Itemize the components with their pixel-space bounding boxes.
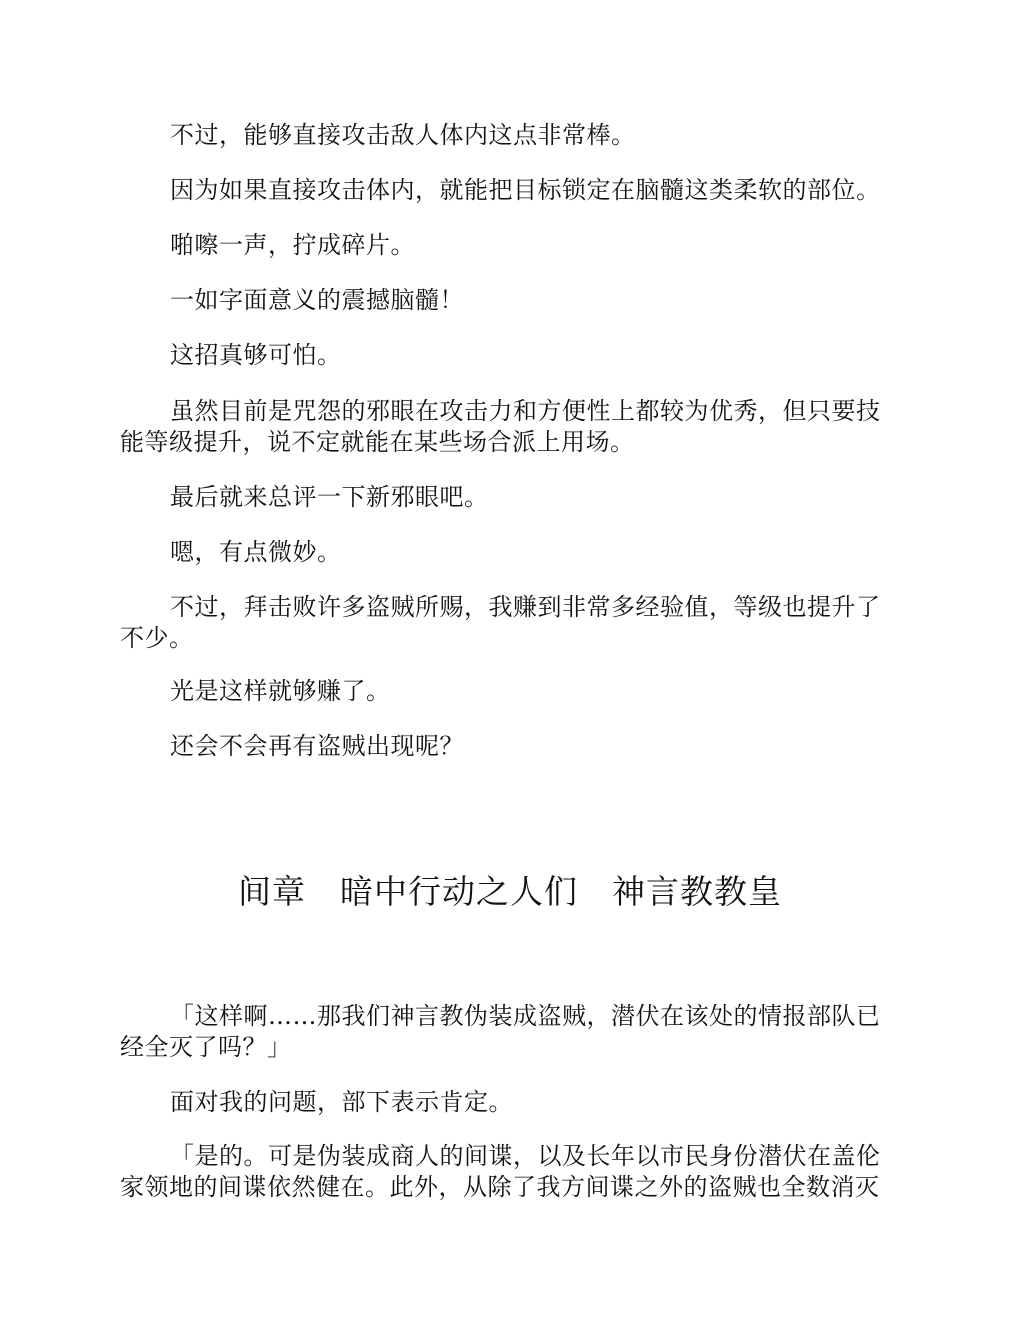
paragraph: 最后就来总评一下新邪眼吧。	[170, 483, 489, 511]
paragraph: 啪嚓一声，拧成碎片。	[170, 231, 415, 259]
paragraph: 虽然目前是咒怨的邪眼在攻击力和方便性上都较为优秀，但只要技能等级提升，说不定就能在某些场合派上用场。	[120, 397, 881, 456]
paragraph: 还会不会再有盗贼出现呢？	[170, 732, 464, 760]
paragraph: 「这样啊……那我们神言教伪装成盗贼，潜伏在该处的情报部队已经全灭了吗？」	[120, 1002, 881, 1061]
chapter-title: 间章 暗中行动之人们 神言教教皇	[238, 872, 782, 911]
paragraph: 因为如果直接攻击体内，就能把目标锁定在脑髓这类柔软的部位。	[170, 176, 881, 204]
paragraph: 一如字面意义的震撼脑髓！	[170, 286, 464, 314]
paragraph: 面对我的问题，部下表示肯定。	[170, 1088, 513, 1116]
paragraph: 这招真够可怕。	[170, 341, 342, 369]
paragraph: 光是这样就够赚了。	[170, 677, 391, 705]
paragraph: 嗯，有点微妙。	[170, 538, 342, 566]
paragraph: 「是的。可是伪装成商人的间谍，以及长年以市民身份潜伏在盖伦家领地的间谍依然健在。此外，从除了我方间谍之外的盗贼也全数消灭	[120, 1142, 881, 1201]
paragraph: 不过，拜击败许多盗贼所赐，我赚到非常多经验值，等级也提升了不少。	[120, 593, 881, 652]
paragraph: 不过，能够直接攻击敌人体内这点非常棒。	[170, 121, 636, 149]
